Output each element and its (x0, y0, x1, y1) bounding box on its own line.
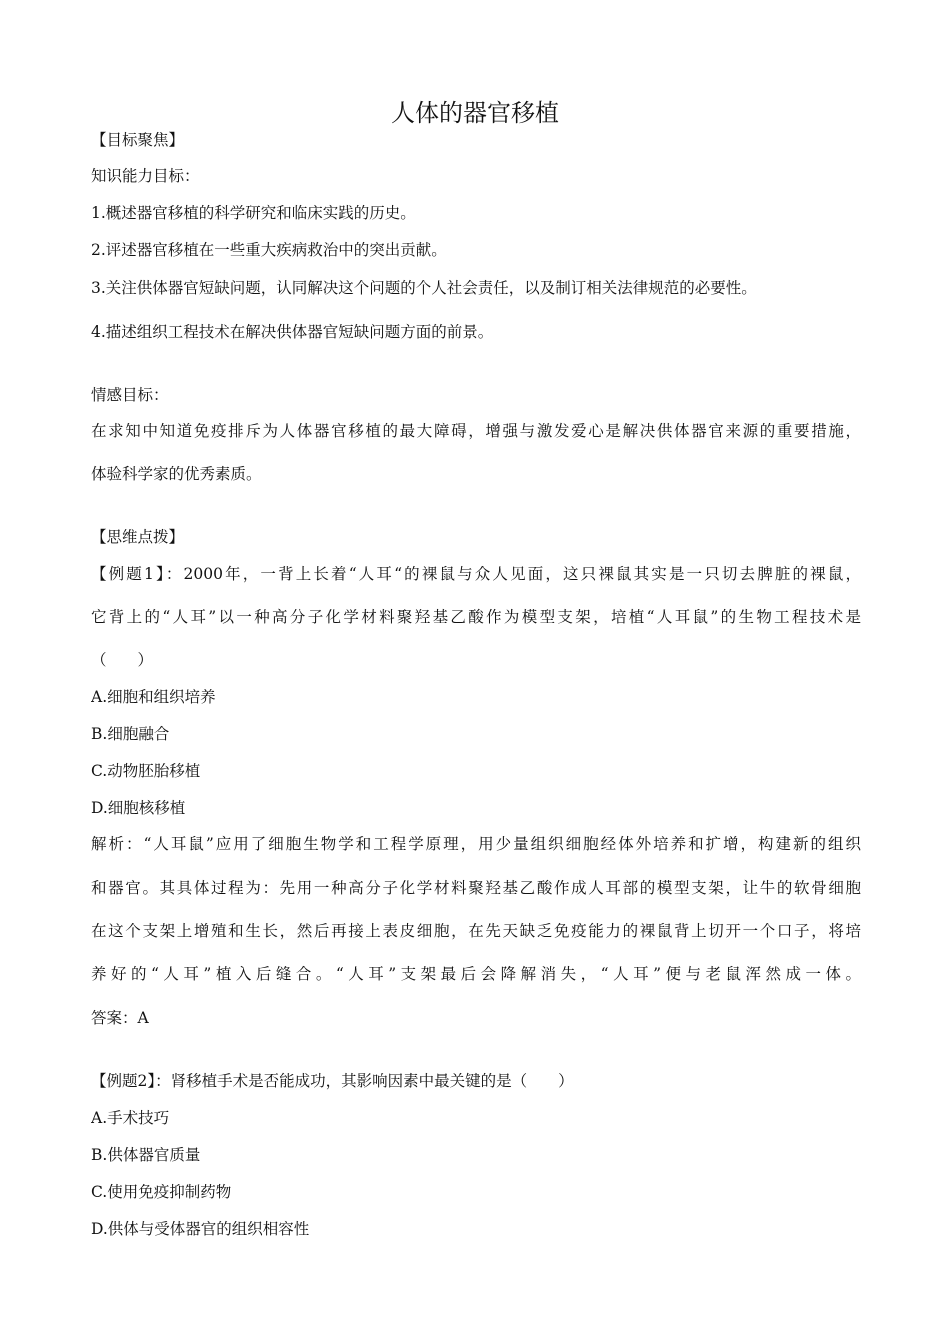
knowledge-goals-label: 知识能力目标： (91, 167, 200, 185)
knowledge-item-3: 3.关注供体器官短缺问题，认同解决这个问题的个人社会责任，以及制订相关法律规范的必要性。 (91, 279, 757, 297)
example2-question: 【例题2】：肾移植手术是否能成功，其影响因素中最关键的是（ ） (91, 1072, 574, 1090)
example2-option-b: B.供体器官质量 (91, 1146, 201, 1164)
emotion-goals-line-1: 在求知中知道免疫排斥为人体器官移植的最大障碍，增强与激发爱心是解决供体器官来源的重要措施， (91, 422, 861, 440)
example1-analysis-line-4: 养好的“人耳”植入后缝合。“人耳”支架最后会降解消失，“人耳”便与老鼠浑然成一体。 (91, 965, 861, 983)
page-title: 人体的器官移植 (391, 99, 559, 127)
example1-option-d: D.细胞核移植 (91, 799, 186, 817)
example2-option-d: D.供体与受体器官的组织相容性 (91, 1220, 310, 1238)
knowledge-item-1: 1.概述器官移植的科学研究和临床实践的历史。 (91, 204, 416, 222)
example1-analysis-line-1: 解析：“人耳鼠”应用了细胞生物学和工程学原理，用少量组织细胞经体外培养和扩增，构建新的组织 (91, 835, 861, 853)
goals-heading: 【目标聚焦】 (91, 131, 185, 149)
example1-option-c: C.动物胚胎移植 (91, 762, 201, 780)
example1-option-a: A.细胞和组织培养 (91, 688, 216, 706)
emotion-goals-label: 情感目标： (91, 386, 169, 404)
example2-option-c: C.使用免疫抑制药物 (91, 1183, 232, 1201)
example1-option-b: B.细胞融合 (91, 725, 170, 743)
knowledge-item-2: 2.评述器官移植在一些重大疾病救治中的突出贡献。 (91, 241, 447, 259)
example1-question-line-1: 【例题1】：2000年，一背上长着“人耳“的裸鼠与众人见面，这只裸鼠其实是一只切去脾脏的裸鼠， (91, 565, 861, 583)
example1-question-line-3: （ ） (91, 651, 154, 669)
knowledge-item-4: 4.描述组织工程技术在解决供体器官短缺问题方面的前景。 (91, 323, 494, 341)
emotion-goals-line-2: 体验科学家的优秀素质。 (91, 465, 262, 483)
example2-option-a: A.手术技巧 (91, 1109, 170, 1127)
example1-analysis-line-3: 在这个支架上增殖和生长，然后再接上表皮细胞，在先天缺乏免疫能力的裸鼠背上切开一个口子，将培 (91, 922, 861, 940)
example1-question-line-2: 它背上的“人耳”以一种高分子化学材料聚羟基乙酸作为模型支架，培植“人耳鼠”的生物工程技术是 (91, 608, 861, 626)
thinking-heading: 【思维点拨】 (91, 528, 185, 546)
example1-answer: 答案：A (91, 1009, 149, 1027)
example1-analysis-line-2: 和器官。其具体过程为：先用一种高分子化学材料聚羟基乙酸作成人耳部的模型支架，让牛的软骨细胞 (91, 879, 861, 897)
